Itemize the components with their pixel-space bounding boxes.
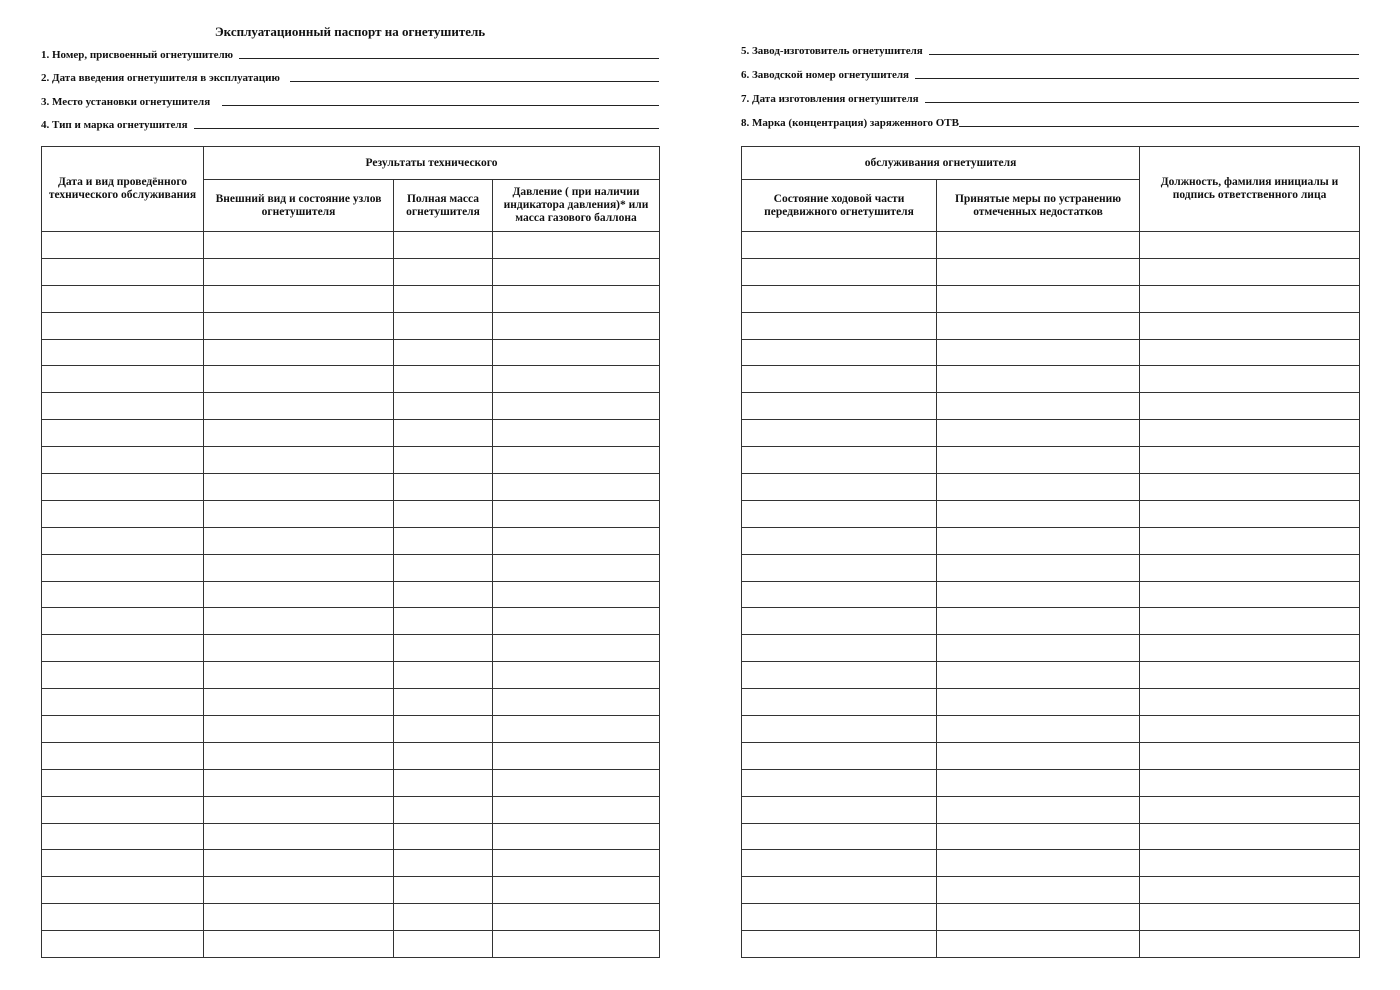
table-cell[interactable] — [42, 662, 204, 689]
table-cell[interactable] — [1140, 232, 1360, 259]
table-cell[interactable] — [493, 339, 660, 366]
table-cell[interactable] — [1140, 823, 1360, 850]
table-cell[interactable] — [742, 904, 937, 931]
table-row — [742, 850, 1360, 877]
table-cell[interactable] — [42, 447, 204, 474]
header-chassis-state: Состояние ходовой части передвижного огнетушителя — [742, 180, 937, 232]
table-cell[interactable] — [742, 393, 937, 420]
field-commissioning-date[interactable] — [41, 68, 659, 84]
table-row — [42, 258, 660, 285]
table-cell[interactable] — [1140, 796, 1360, 823]
table-cell[interactable] — [742, 554, 937, 581]
table-cell[interactable] — [394, 850, 493, 877]
table-cell[interactable] — [42, 796, 204, 823]
table-cell[interactable] — [937, 447, 1140, 474]
table-cell[interactable] — [1140, 420, 1360, 447]
table-row — [742, 635, 1360, 662]
table-row — [42, 796, 660, 823]
table-cell[interactable] — [394, 742, 493, 769]
table-row — [742, 796, 1360, 823]
table-row — [742, 581, 1360, 608]
table-cell[interactable] — [937, 285, 1140, 312]
table-cell[interactable] — [42, 581, 204, 608]
table-row — [742, 258, 1360, 285]
field-label: 8. Марка (концентрация) заряженного ОТВ — [741, 117, 959, 129]
fill-line[interactable] — [925, 102, 1359, 103]
table-cell[interactable] — [742, 635, 937, 662]
table-cell[interactable] — [204, 420, 394, 447]
table-cell[interactable] — [204, 742, 394, 769]
table-cell[interactable] — [1140, 554, 1360, 581]
table-row — [42, 339, 660, 366]
table-cell[interactable] — [204, 232, 394, 259]
table-cell[interactable] — [493, 716, 660, 743]
table-row — [42, 769, 660, 796]
table-row — [742, 285, 1360, 312]
table-cell[interactable] — [204, 474, 394, 501]
table-cell[interactable] — [204, 823, 394, 850]
field-label: 5. Завод-изготовитель огнетушителя — [741, 45, 923, 57]
table-cell[interactable] — [937, 312, 1140, 339]
table-cell[interactable] — [394, 420, 493, 447]
field-extinguisher-number[interactable] — [41, 45, 659, 61]
table-cell[interactable] — [493, 608, 660, 635]
table-cell[interactable] — [1140, 285, 1360, 312]
field-label: 6. Заводской номер огнетушителя — [741, 69, 909, 81]
table-cell[interactable] — [394, 689, 493, 716]
table-cell[interactable] — [1140, 662, 1360, 689]
table-row — [42, 393, 660, 420]
table-cell[interactable] — [937, 877, 1140, 904]
header-appearance: Внешний вид и состояние узлов огнетушителя — [204, 180, 394, 232]
header-maintenance-group: обслуживания огнетушителя — [742, 147, 1140, 180]
table-row — [742, 689, 1360, 716]
table-cell[interactable] — [742, 474, 937, 501]
table-cell[interactable] — [937, 796, 1140, 823]
table-cell[interactable] — [937, 635, 1140, 662]
table-cell[interactable] — [937, 232, 1140, 259]
table-cell[interactable] — [204, 527, 394, 554]
table-row — [742, 716, 1360, 743]
fill-line[interactable] — [959, 126, 1359, 127]
table-row — [42, 527, 660, 554]
field-label: 1. Номер, присвоенный огнетушителю — [41, 49, 234, 61]
table-cell[interactable] — [493, 474, 660, 501]
table-cell[interactable] — [394, 447, 493, 474]
table-row — [42, 447, 660, 474]
table-row — [42, 285, 660, 312]
table-cell[interactable] — [1140, 742, 1360, 769]
field-label: 3. Место установки огнетушителя — [41, 96, 211, 108]
fill-line[interactable] — [290, 81, 659, 82]
table-cell[interactable] — [42, 258, 204, 285]
table-row — [742, 877, 1360, 904]
table-cell[interactable] — [42, 420, 204, 447]
table-cell[interactable] — [1140, 393, 1360, 420]
table-cell[interactable] — [937, 393, 1140, 420]
header-pressure: Давление ( при наличии индикатора давления)* или масса газового баллона — [493, 180, 660, 232]
header-responsible-signature: Должность, фамилия инициалы и подпись ответственного лица — [1140, 147, 1360, 232]
table-row — [742, 662, 1360, 689]
table-cell[interactable] — [493, 823, 660, 850]
table-cell[interactable] — [1140, 904, 1360, 931]
table-cell[interactable] — [742, 447, 937, 474]
table-cell[interactable] — [394, 393, 493, 420]
table-cell[interactable] — [204, 850, 394, 877]
table-cell[interactable] — [394, 474, 493, 501]
table-cell[interactable] — [493, 742, 660, 769]
maintenance-table-right — [741, 146, 1360, 958]
header-date-type: Дата и вид проведённого технического обслуживания — [42, 147, 204, 232]
table-cell[interactable] — [493, 285, 660, 312]
table-row — [42, 312, 660, 339]
table-row — [42, 823, 660, 850]
fill-line[interactable] — [239, 58, 659, 59]
table-row — [42, 716, 660, 743]
table-cell[interactable] — [204, 366, 394, 393]
table-cell[interactable] — [204, 662, 394, 689]
table-cell[interactable] — [1140, 850, 1360, 877]
table-row — [42, 232, 660, 259]
table-cell[interactable] — [204, 608, 394, 635]
table-cell[interactable] — [394, 285, 493, 312]
table-cell[interactable] — [937, 742, 1140, 769]
header-full-mass: Полная масса огнетушителя — [394, 180, 493, 232]
table-cell[interactable] — [937, 689, 1140, 716]
field-serial-number[interactable] — [741, 65, 1359, 81]
table-cell[interactable] — [937, 258, 1140, 285]
table-cell[interactable] — [42, 769, 204, 796]
table-cell[interactable] — [937, 474, 1140, 501]
table-cell[interactable] — [42, 527, 204, 554]
table-row — [42, 877, 660, 904]
table-row — [42, 850, 660, 877]
field-manufacturer[interactable] — [741, 41, 1359, 57]
table-cell[interactable] — [42, 608, 204, 635]
table-cell[interactable] — [493, 769, 660, 796]
table-cell[interactable] — [1140, 769, 1360, 796]
table-cell[interactable] — [493, 232, 660, 259]
table-cell[interactable] — [742, 232, 937, 259]
table-cell[interactable] — [1140, 689, 1360, 716]
table-cell[interactable] — [1140, 312, 1360, 339]
table-cell[interactable] — [742, 366, 937, 393]
table-cell[interactable] — [42, 474, 204, 501]
table-cell[interactable] — [204, 500, 394, 527]
table-cell[interactable] — [1140, 527, 1360, 554]
table-cell[interactable] — [204, 393, 394, 420]
table-cell[interactable] — [394, 877, 493, 904]
table-cell[interactable] — [742, 581, 937, 608]
table-cell[interactable] — [204, 339, 394, 366]
table-cell[interactable] — [937, 931, 1140, 958]
header-measures-taken: Принятые меры по устранению отмеченных недостатков — [937, 180, 1140, 232]
table-cell[interactable] — [1140, 608, 1360, 635]
table-cell[interactable] — [493, 527, 660, 554]
table-cell[interactable] — [937, 500, 1140, 527]
table-cell[interactable] — [493, 877, 660, 904]
table-cell[interactable] — [42, 904, 204, 931]
table-cell[interactable] — [204, 312, 394, 339]
header-results-group: Результаты технического — [204, 147, 660, 180]
table-cell[interactable] — [493, 500, 660, 527]
table-cell[interactable] — [493, 850, 660, 877]
table-cell[interactable] — [204, 447, 394, 474]
table-cell[interactable] — [394, 662, 493, 689]
table-cell[interactable] — [937, 608, 1140, 635]
table-row — [42, 689, 660, 716]
table-cell[interactable] — [42, 742, 204, 769]
table-cell[interactable] — [1140, 258, 1360, 285]
table-row — [742, 931, 1360, 958]
table-cell[interactable] — [394, 312, 493, 339]
table-cell[interactable] — [394, 823, 493, 850]
table-row — [742, 769, 1360, 796]
table-cell[interactable] — [204, 581, 394, 608]
table-row — [42, 366, 660, 393]
fill-line[interactable] — [194, 128, 659, 129]
table-cell[interactable] — [1140, 339, 1360, 366]
table-cell[interactable] — [742, 420, 937, 447]
table-cell[interactable] — [937, 554, 1140, 581]
table-row — [742, 393, 1360, 420]
table-cell[interactable] — [1140, 931, 1360, 958]
table-cell[interactable] — [742, 716, 937, 743]
table-row — [742, 608, 1360, 635]
table-cell[interactable] — [42, 312, 204, 339]
table-cell[interactable] — [394, 904, 493, 931]
table-cell[interactable] — [742, 823, 937, 850]
table-cell[interactable] — [42, 689, 204, 716]
table-cell[interactable] — [394, 554, 493, 581]
field-installation-place[interactable] — [41, 92, 659, 108]
table-row — [42, 554, 660, 581]
table-cell[interactable] — [394, 796, 493, 823]
maintenance-table-left — [41, 146, 660, 958]
table-row — [42, 662, 660, 689]
page-title: Эксплуатационный паспорт на огнетушитель — [214, 24, 486, 39]
table-row — [742, 904, 1360, 931]
table-cell[interactable] — [394, 527, 493, 554]
table-cell[interactable] — [937, 366, 1140, 393]
table-cell[interactable] — [394, 635, 493, 662]
table-cell[interactable] — [493, 447, 660, 474]
table-row — [42, 581, 660, 608]
table-cell[interactable] — [742, 285, 937, 312]
field-agent-brand[interactable] — [741, 113, 1359, 129]
table-cell[interactable] — [42, 931, 204, 958]
table-cell[interactable] — [42, 850, 204, 877]
table-cell[interactable] — [493, 554, 660, 581]
table-row — [742, 420, 1360, 447]
table-row — [42, 904, 660, 931]
table-cell[interactable] — [204, 554, 394, 581]
table-row — [742, 527, 1360, 554]
table-row — [742, 742, 1360, 769]
fill-line[interactable] — [222, 105, 659, 106]
table-cell[interactable] — [1140, 716, 1360, 743]
table-cell[interactable] — [493, 662, 660, 689]
table-cell[interactable] — [493, 258, 660, 285]
table-row — [742, 474, 1360, 501]
table-row — [42, 742, 660, 769]
field-label: 4. Тип и марка огнетушителя — [41, 119, 188, 131]
table-row — [742, 823, 1360, 850]
table-row — [742, 312, 1360, 339]
table-cell[interactable] — [937, 769, 1140, 796]
table-cell[interactable] — [394, 931, 493, 958]
table-cell[interactable] — [742, 662, 937, 689]
table-cell[interactable] — [394, 608, 493, 635]
table-cell[interactable] — [204, 796, 394, 823]
table-cell[interactable] — [742, 527, 937, 554]
fill-line[interactable] — [929, 54, 1359, 55]
table-row — [42, 635, 660, 662]
table-cell[interactable] — [394, 258, 493, 285]
table-cell[interactable] — [937, 527, 1140, 554]
table-cell[interactable] — [493, 689, 660, 716]
field-label: 2. Дата введения огнетушителя в эксплуатацию — [41, 72, 280, 84]
table-cell[interactable] — [1140, 877, 1360, 904]
table-cell[interactable] — [493, 581, 660, 608]
table-cell[interactable] — [394, 339, 493, 366]
table-cell[interactable] — [42, 554, 204, 581]
table-row — [742, 339, 1360, 366]
table-cell[interactable] — [937, 716, 1140, 743]
table-row — [42, 420, 660, 447]
table-cell[interactable] — [742, 850, 937, 877]
table-cell[interactable] — [42, 716, 204, 743]
table-row — [42, 931, 660, 958]
field-manufacture-date[interactable] — [741, 89, 1359, 105]
table-cell[interactable] — [937, 823, 1140, 850]
table-cell[interactable] — [493, 420, 660, 447]
table-cell[interactable] — [42, 339, 204, 366]
table-cell[interactable] — [394, 769, 493, 796]
table-cell[interactable] — [937, 662, 1140, 689]
table-cell[interactable] — [937, 850, 1140, 877]
table-cell[interactable] — [742, 500, 937, 527]
table-cell[interactable] — [493, 393, 660, 420]
field-label: 7. Дата изготовления огнетушителя — [741, 93, 919, 105]
table-cell[interactable] — [742, 312, 937, 339]
table-cell[interactable] — [493, 366, 660, 393]
table-cell[interactable] — [42, 877, 204, 904]
table-cell[interactable] — [1140, 581, 1360, 608]
table-row — [742, 447, 1360, 474]
table-cell[interactable] — [493, 931, 660, 958]
table-cell[interactable] — [204, 931, 394, 958]
table-cell[interactable] — [42, 366, 204, 393]
table-cell[interactable] — [394, 366, 493, 393]
table-row — [742, 554, 1360, 581]
table-cell[interactable] — [204, 904, 394, 931]
table-row — [42, 500, 660, 527]
table-cell[interactable] — [742, 877, 937, 904]
table-cell[interactable] — [742, 796, 937, 823]
table-cell[interactable] — [42, 285, 204, 312]
table-cell[interactable] — [42, 635, 204, 662]
table-cell[interactable] — [742, 258, 937, 285]
table-cell[interactable] — [204, 689, 394, 716]
table-cell[interactable] — [937, 904, 1140, 931]
table-cell[interactable] — [204, 285, 394, 312]
table-cell[interactable] — [42, 232, 204, 259]
table-cell[interactable] — [493, 312, 660, 339]
table-cell[interactable] — [937, 581, 1140, 608]
field-type-brand[interactable] — [41, 115, 659, 131]
table-cell[interactable] — [742, 689, 937, 716]
table-cell[interactable] — [204, 769, 394, 796]
table-cell[interactable] — [1140, 447, 1360, 474]
table-row — [42, 474, 660, 501]
table-cell[interactable] — [204, 877, 394, 904]
table-cell[interactable] — [1140, 366, 1360, 393]
table-cell[interactable] — [42, 500, 204, 527]
table-cell[interactable] — [742, 931, 937, 958]
table-cell[interactable] — [1140, 635, 1360, 662]
table-cell[interactable] — [742, 608, 937, 635]
table-row — [742, 232, 1360, 259]
table-cell[interactable] — [204, 258, 394, 285]
table-cell[interactable] — [937, 420, 1140, 447]
table-cell[interactable] — [394, 500, 493, 527]
table-cell[interactable] — [493, 635, 660, 662]
table-cell[interactable] — [493, 796, 660, 823]
table-cell[interactable] — [742, 742, 937, 769]
table-cell[interactable] — [493, 904, 660, 931]
table-cell[interactable] — [742, 339, 937, 366]
table-cell[interactable] — [742, 769, 937, 796]
fill-line[interactable] — [915, 78, 1359, 79]
table-cell[interactable] — [204, 635, 394, 662]
table-cell[interactable] — [394, 232, 493, 259]
table-cell[interactable] — [937, 339, 1140, 366]
table-cell[interactable] — [394, 716, 493, 743]
table-cell[interactable] — [1140, 500, 1360, 527]
table-cell[interactable] — [394, 581, 493, 608]
table-cell[interactable] — [1140, 474, 1360, 501]
table-row — [42, 608, 660, 635]
table-row — [742, 366, 1360, 393]
table-cell[interactable] — [42, 823, 204, 850]
table-cell[interactable] — [204, 716, 394, 743]
table-cell[interactable] — [42, 393, 204, 420]
table-row — [742, 500, 1360, 527]
